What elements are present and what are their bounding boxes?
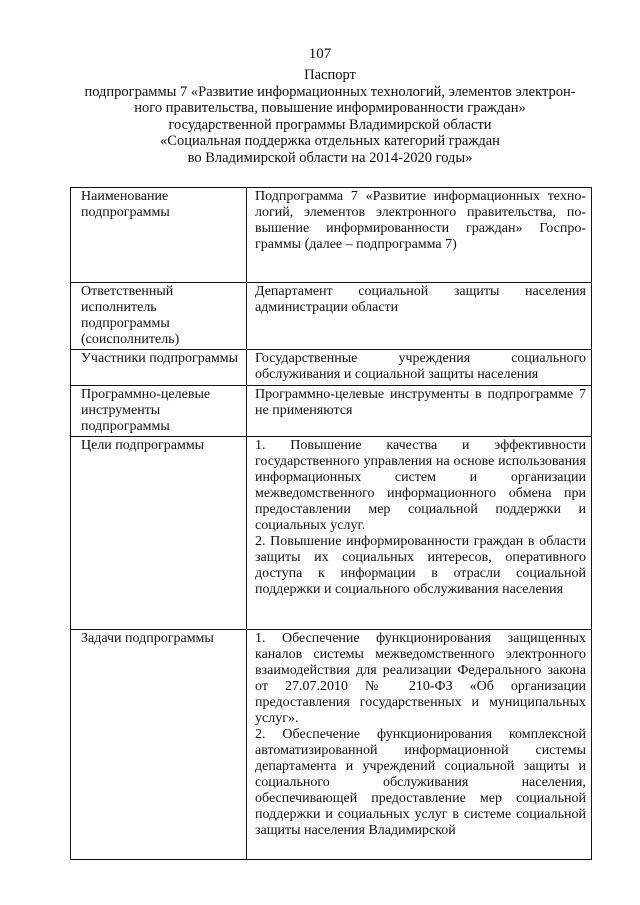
heading-line: ного правительства, повышение информированности граждан» <box>134 100 526 116</box>
task-paragraph-2: 2. Обеспечение функционирования комплексной автоматизированной информационной системы департамента и учреждений социальной защиты и социального обслуживания населения, обеспечивающей предоставление мер социальной поддержки и социальных услуг в системе социальной защиты населения Владимирской <box>255 727 586 838</box>
task-paragraph-1: 1. Обеспечение функционирования защищенных каналов системы межведомственного электронного взаимодействия для реализации Федерального закона от 27.07.2010 № 210-ФЗ «Об организации предоставления государственных и муниципальных услуг». <box>255 631 586 726</box>
table-row <box>71 283 592 350</box>
row-value-goals <box>247 437 592 630</box>
row-label-participants: Участники подпрограммы <box>71 350 247 386</box>
document-heading <box>60 67 600 166</box>
value-paragraph: Программно-целевые инструменты в подпрограмме 7 не применяются <box>255 387 586 418</box>
value-paragraph: Подпрограмма 7 «Развитие информационных техно-логий, элементов электронного правительства, по-вышение информированности граждан» Госпро-граммы (далее – подпрограмма 7) <box>255 189 586 252</box>
row-value-name <box>247 188 592 283</box>
heading-line: подпрограммы 7 «Развитие информационных технологий, элементов электрон- <box>84 83 576 100</box>
heading-title: Паспорт <box>304 67 356 83</box>
row-value-instruments <box>247 386 592 437</box>
table-row <box>71 188 592 283</box>
value-paragraph: Государственные учреждения социального обслуживания и социальной защиты населения <box>255 351 586 382</box>
table-row <box>71 350 592 386</box>
goal-paragraph-1: 1. Повышение качества и эффективности государственного управления на основе использования информационных систем и организации межведомственного информационного обмена при предоставлении мер социальной поддержки и социальных услуг. <box>255 438 586 533</box>
heading-line: «Социальная поддержка отдельных категорий граждан <box>160 133 500 149</box>
heading-line: государственной программы Владимирской области <box>168 116 492 133</box>
value-paragraph: Департамент социальной защиты населения администрации области <box>255 284 586 315</box>
heading-line: во Владимирской области на 2014-2020 годы» <box>187 149 473 166</box>
row-label-tasks: Задачи подпрограммы <box>71 630 247 860</box>
row-label-executor: Ответственный исполнитель подпрограммы (соисполнитель) <box>71 283 247 350</box>
passport-table <box>70 187 592 860</box>
table-row <box>71 386 592 437</box>
goal-paragraph-2: 2. Повышение информированности граждан в области защиты их социальных интересов, оперативного доступа к информации в отрасли социальной поддержки и социального обслуживания населения <box>255 534 586 597</box>
table-row <box>71 437 592 630</box>
row-label-goals: Цели подпрограммы <box>71 437 247 630</box>
row-value-tasks <box>247 630 592 860</box>
row-value-executor <box>247 283 592 350</box>
table-row <box>71 630 592 860</box>
row-label-name: Наименование подпрограммы <box>71 188 247 283</box>
row-value-participants <box>247 350 592 386</box>
page-number: 107 <box>308 46 332 62</box>
row-label-instruments: Программно-целевые инструменты подпрограммы <box>71 386 247 437</box>
